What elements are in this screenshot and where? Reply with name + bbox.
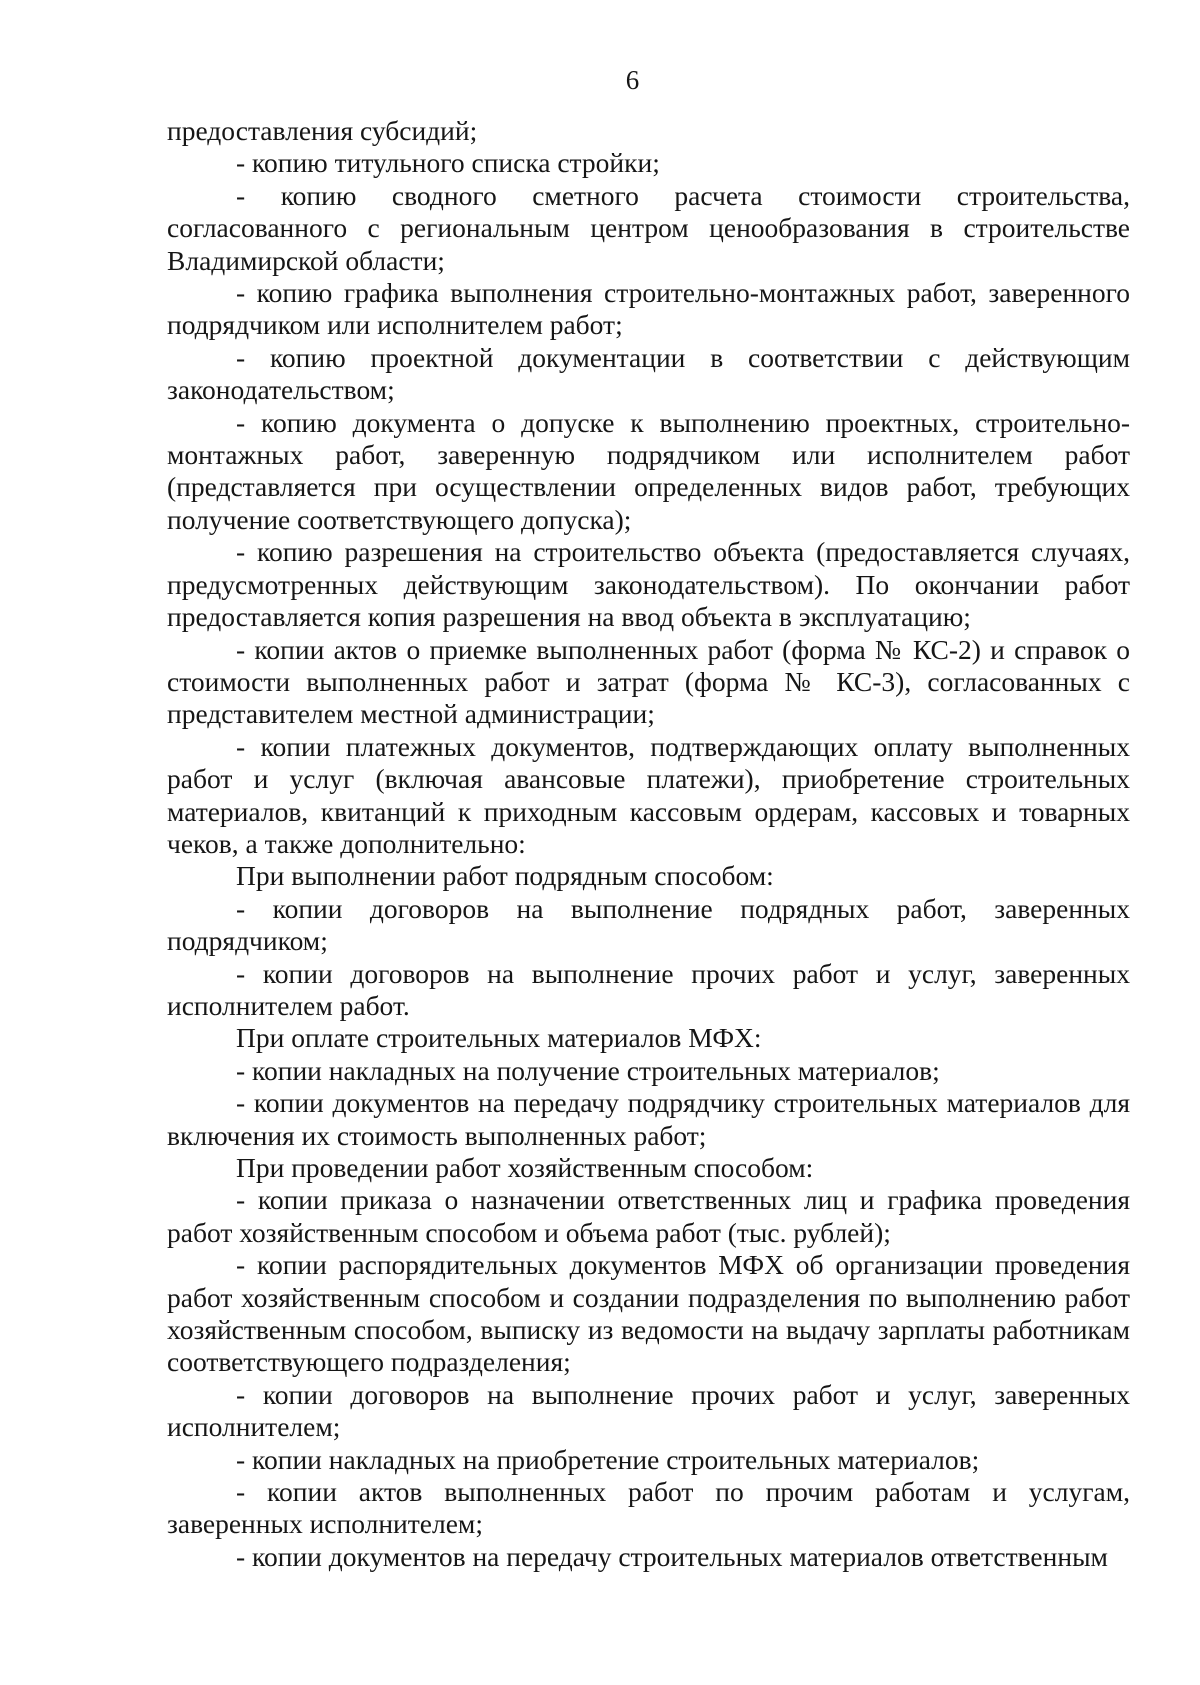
list-item: - копии договоров на выполнение подрядных работ, заверенных подрядчиком; bbox=[167, 892, 1130, 957]
document-body bbox=[167, 115, 1130, 1573]
list-item: - копии актов выполненных работ по прочим работам и услугам, заверенных исполнителем; bbox=[167, 1476, 1130, 1540]
list-item: - копии накладных на приобретение строительных материалов; bbox=[236, 1443, 980, 1475]
paragraph: предоставления субсидий; bbox=[167, 115, 478, 146]
list-item: - копию документа о допуске к выполнению проектных, строительно-монтажных работ, заверенную подрядчиком или исполнителем работ (представляется при осуществлении определенных видов работ, требующих получение соответствующего допуска); bbox=[167, 406, 1130, 535]
page-number: 6 bbox=[625, 65, 640, 95]
list-item: - копию сводного сметного расчета стоимости строительства, согласованного с региональным центром ценообразования в строительстве Владимирской области; bbox=[167, 179, 1130, 276]
list-item: - копии актов о приемке выполненных работ (форма № КС-2) и справок о стоимости выполненных работ и затрат (форма № КС-3), согласованных с представителем местной администрации; bbox=[167, 633, 1130, 730]
list-item: - копии распорядительных документов МФХ об организации проведения работ хозяйственным способом и создании подразделения по выполнению работ хозяйственным способом, выписку из ведомости на выдачу зарплаты работникам соответствующего подразделения; bbox=[167, 1249, 1130, 1378]
list-item: - копии документов на передачу подрядчику строительных материалов для включения их стоимость выполненных работ; bbox=[167, 1087, 1130, 1151]
list-item: - копии договоров на выполнение прочих работ и услуг, заверенных исполнителем; bbox=[167, 1378, 1130, 1443]
list-item: - копию разрешения на строительство объекта (предоставляется случаях, предусмотренных действующим законодательством). По окончании работ предоставляется копия разрешения на ввод объекта в эксплуатацию; bbox=[167, 536, 1130, 633]
section-heading: При проведении работ хозяйственным способом: bbox=[236, 1152, 814, 1183]
list-item: - копии накладных на получение строительных материалов; bbox=[236, 1054, 940, 1086]
list-item: - копии приказа о назначении ответственных лиц и графика проведения работ хозяйственным способом и объема работ (тыс. рублей); bbox=[167, 1184, 1130, 1248]
list-item: - копии платежных документов, подтверждающих оплату выполненных работ и услуг (включая авансовые платежи), приобретение строительных материалов, квитанций к приходным кассовым ордерам, кассовых и товарных чеков, а также дополнительно: bbox=[167, 730, 1130, 859]
list-item: - копию титульного списка стройки; bbox=[236, 147, 660, 179]
list-item: - копию проектной документации в соответствии с действующим законодательством; bbox=[167, 341, 1130, 406]
list-item: - копию графика выполнения строительно-монтажных работ, заверенного подрядчиком или исполнителем работ; bbox=[167, 277, 1130, 341]
list-item: - копии документов на передачу строительных материалов ответственным bbox=[236, 1540, 1108, 1572]
list-item: - копии договоров на выполнение прочих работ и услуг, заверенных исполнителем работ. bbox=[167, 957, 1130, 1021]
section-heading: При оплате строительных материалов МФХ: bbox=[236, 1022, 762, 1054]
section-heading: При выполнении работ подрядным способом: bbox=[236, 860, 774, 892]
